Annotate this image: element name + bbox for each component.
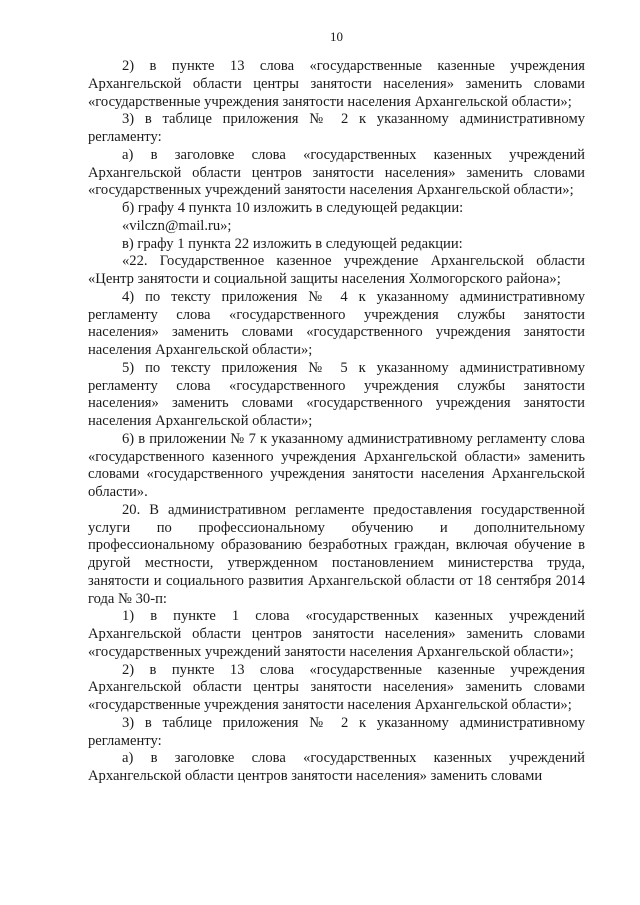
paragraph-section-20-item-1: 1) в пункте 1 слова «государственных казенных учреждений Архангельской области центров занятости населения» заменить словами «государственных учреждений занятости населения Архангельской области»; bbox=[88, 608, 585, 660]
paragraph-subitem-v: в) графу 1 пункта 22 изложить в следующей редакции: bbox=[122, 235, 463, 252]
paragraph-item-22: «22. Государственное казенное учреждение Архангельской области «Центр занятости и социальной защиты населения Холмогорского района»; bbox=[88, 253, 585, 287]
paragraph-item-6: 6) в приложении № 7 к указанному административному регламенту слова «государственного казенного учреждения Архангельской области» заменить словами «государственного учреждения занятости населения Архангельской области». bbox=[88, 430, 585, 500]
paragraph-email: «vilczn@mail.ru»; bbox=[122, 217, 232, 234]
paragraph-subitem-b: б) графу 4 пункта 10 изложить в следующей редакции: bbox=[122, 200, 464, 216]
paragraph-item-2: 2) в пункте 13 слова «государственные казенные учреждения Архангельской области центры занятости населения» заменить словами «государственные учреждения занятости населения Архангельской области»; bbox=[88, 58, 585, 110]
paragraph-section-20-item-3: 3) в таблице приложения № 2 к указанному административному регламенту: bbox=[88, 714, 585, 749]
paragraph-item-4: 4) по тексту приложения № 4 к указанному административному регламенту слова «государственного учреждения службы занятости населения» заменить словами «государственного учреждения занятости населения Архангельской области»; bbox=[88, 288, 585, 358]
paragraph-section-20: 20. В административном регламенте предоставления государственной услуги по профессиональному обучению и дополнительному профессиональному образованию безработных граждан, включая обучение в другой местности, утвержденном постановлением министерства труда, занятости и социального развития Архангельской области от 18 сентября 2014 года № 30-п: bbox=[88, 501, 585, 607]
document-body bbox=[88, 58, 585, 786]
paragraph-section-20-subitem-a: а) в заголовке слова «государственных казенных учреждений Архангельской области центров занятости населения» заменить словами bbox=[88, 750, 585, 784]
paragraph-section-20-item-2: 2) в пункте 13 слова «государственные казенные учреждения Архангельской области центры занятости населения» заменить словами «государственные учреждения занятости населения Архангельской области»; bbox=[88, 661, 585, 713]
page-number: 10 bbox=[330, 29, 343, 44]
paragraph-item-3: 3) в таблице приложения № 2 к указанному административному регламенту: bbox=[88, 111, 585, 145]
paragraph-item-5: 5) по тексту приложения № 5 к указанному административному регламенту слова «государственного учреждения службы занятости населения» заменить словами «государственного учреждения занятости населения Архангельской области»; bbox=[88, 359, 585, 429]
paragraph-subitem-a: а) в заголовке слова «государственных казенных учреждений Архангельской области центров занятости населения» заменить словами «государственных учреждений занятости населения Архангельской области»; bbox=[88, 146, 585, 199]
